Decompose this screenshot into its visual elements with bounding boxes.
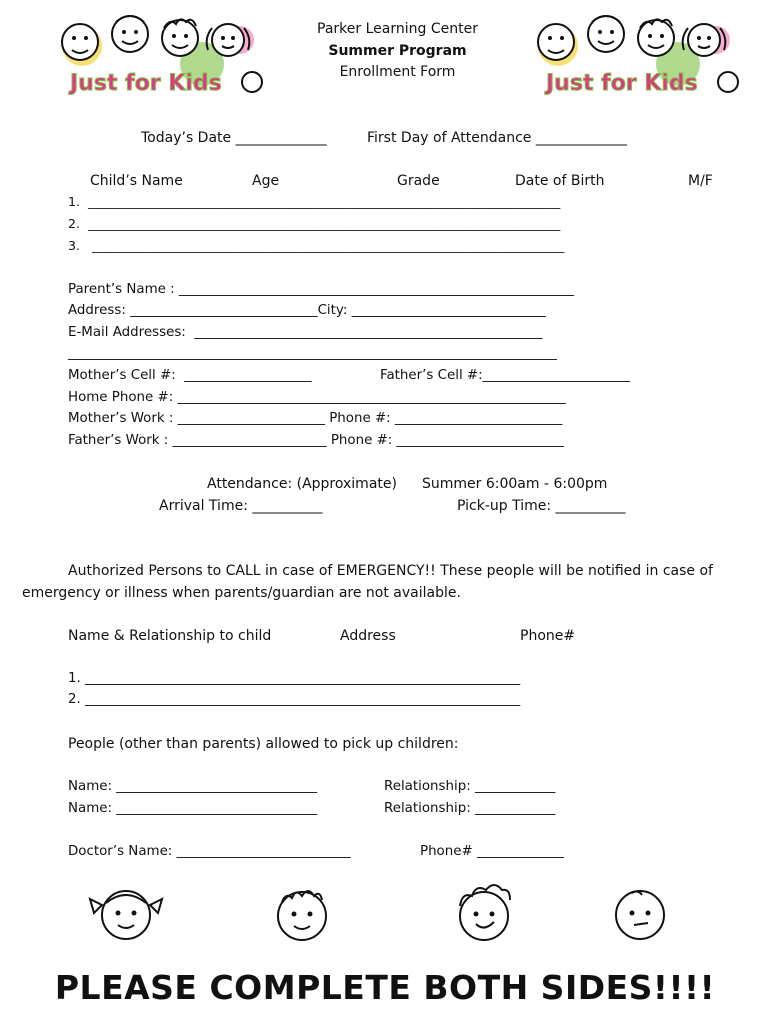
mother-work-field[interactable]: Mother’s Work : ______________________ Phone #: _________________________ (68, 411, 563, 426)
col-name-relationship: Name & Relationship to child (68, 628, 272, 644)
attendance-label: Attendance: (Approximate) (207, 476, 397, 492)
program-name: Summer Program (328, 43, 467, 59)
emergency-text-line2: emergency or illness when parents/guardian are not available. (22, 585, 461, 601)
col-date-of-birth: Date of Birth (515, 173, 605, 189)
mother-cell-field[interactable]: Mother’s Cell #: ___________________ (68, 368, 312, 383)
col-grade: Grade (397, 173, 440, 189)
col-age: Age (252, 173, 280, 189)
father-work-field[interactable]: Father’s Work : _______________________ Phone #: _________________________ (68, 433, 564, 448)
curly-boy-face-icon (270, 880, 334, 944)
col-child-name: Child’s Name (90, 173, 183, 189)
girl-face-icon (86, 885, 166, 945)
logo-text: Just for Kids (70, 71, 222, 96)
col-mf: M/F (688, 173, 713, 189)
arrival-time-field[interactable]: Arrival Time: __________ (159, 498, 323, 514)
logo-text: Just for Kids (546, 71, 698, 96)
attendance-hours: Summer 6:00am - 6:00pm (422, 476, 608, 492)
curly-girl-face-icon (450, 880, 520, 944)
pickup-time-field[interactable]: Pick-up Time: __________ (457, 498, 626, 514)
emergency-row-1[interactable]: 1. _________________________________________________________________ (68, 671, 521, 686)
todays-date-field[interactable]: Today’s Date _____________ (141, 130, 327, 146)
doctor-name-field[interactable]: Doctor’s Name: __________________________ (68, 844, 351, 859)
emergency-row-2[interactable]: 2. _________________________________________________________________ (68, 692, 521, 707)
pickup-relationship-2[interactable]: Relationship: ____________ (384, 801, 556, 816)
bald-baby-face-icon (610, 885, 670, 945)
child-row-3[interactable]: 3. ___________________________________________________________________________ (68, 238, 565, 253)
email-field-continued[interactable]: _________________________________________________________________________ (68, 346, 557, 361)
child-row-2[interactable]: 2. ___________________________________________________________________________ (68, 216, 561, 231)
col-address: Address (340, 628, 396, 644)
emergency-text-line1: Authorized Persons to CALL in case of EMERGENCY!! These people will be notified in case of (68, 563, 713, 579)
doctor-phone-field[interactable]: Phone# _____________ (420, 844, 564, 859)
org-name: Parker Learning Center (317, 21, 478, 37)
pickup-name-1[interactable]: Name: ______________________________ (68, 779, 318, 794)
pickup-intro: People (other than parents) allowed to pick up children: (68, 736, 459, 752)
pickup-name-2[interactable]: Name: ______________________________ (68, 801, 318, 816)
first-day-field[interactable]: First Day of Attendance _____________ (367, 130, 627, 146)
home-phone-field[interactable]: Home Phone #: __________________________________________________________ (68, 390, 566, 405)
pickup-relationship-1[interactable]: Relationship: ____________ (384, 779, 556, 794)
parent-name-field[interactable]: Parent’s Name : ___________________________________________________________ (68, 282, 574, 297)
complete-both-sides-note: PLEASE COMPLETE BOTH SIDES!!!! (54, 968, 716, 1007)
form-title: Enrollment Form (339, 64, 456, 80)
email-field[interactable]: E-Mail Addresses: ____________________________________________________ (68, 325, 543, 340)
col-phone: Phone# (520, 628, 576, 644)
father-cell-field[interactable]: Father’s Cell #:______________________ (380, 368, 630, 383)
address-field[interactable]: Address: ____________________________City: _____________________________ (68, 303, 546, 318)
child-row-1[interactable]: 1. ___________________________________________________________________________ (68, 194, 561, 209)
